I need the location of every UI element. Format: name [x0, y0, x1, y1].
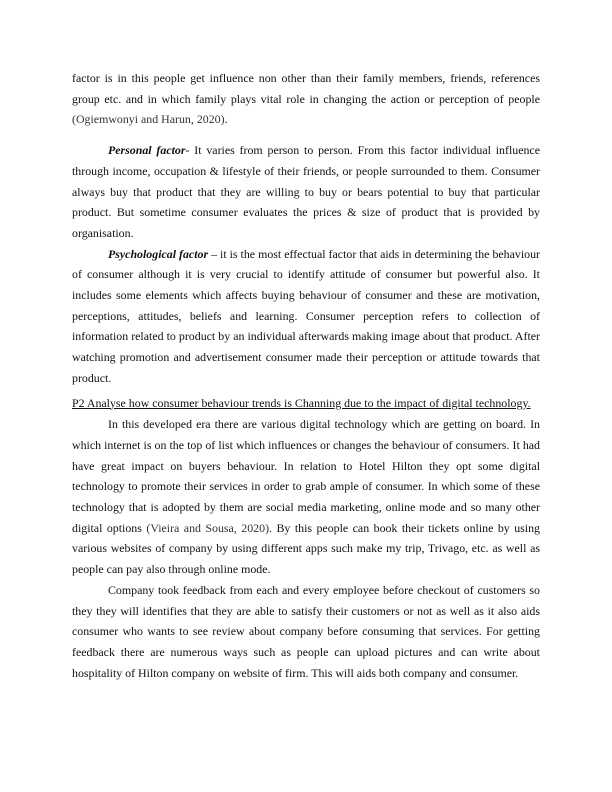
term-psychological-factor: Psychological factor — [108, 246, 209, 261]
paragraph-digital-technology — [72, 414, 540, 580]
paragraph-text: - It varies from person to person. From this factor individual influence through income, occupation & lifestyle of their friends, or people surrounded to them. Consumer always buy that product that they are willing to buy or bears potential to buy that particular product. But sometime consumer evaluates the prices & size of product that is provided by organisation. — [72, 143, 540, 240]
paragraph-text: In this developed era there are various digital technology which are getting on board. In which internet is on the top of list which influences or changes the behaviour of consumers. It had have great impact on buyers behaviour. In relation to Hotel Hilton they opt some digital technology to promote their services in order to grab ample of consumer. In which some of these technology that is adopted by them are social media marketing, online mode and so many other digital options — [72, 417, 540, 535]
paragraph-psychological-factor — [72, 244, 540, 389]
paragraph-text: – it is the most effectual factor that aids in determining the behaviour of consumer although it is very crucial to identify attitude of consumer but powerful also. It includes some elements which affects buying behaviour of consumer and these are motivation, perceptions, attitudes, beliefs and learning. Consumer perception refers to collection of information related to product by an individual afterwards making image about that product. After watching promotion and advertisement consumer made their perception or attitude towards that product. — [72, 246, 541, 385]
citation: (Ogiemwonyi and Harun, 2020) — [72, 112, 225, 127]
paragraph-feedback: Company took feedback from each and every employee before checkout of customers so they they will identifies that they are able to satisfy their customers or not as well as it also aids consumer who wants to see review about company before consuming that services. For getting feedback there are numerous ways such as people can upload pictures and can write about hospitality of Hilton company on website of firm. This will aids both company and consumer. — [72, 582, 540, 680]
section-heading: P2 Analyse how consumer behaviour trends is Channing due to the impact of digital technology. — [72, 395, 531, 410]
paragraph-text: . By this people can book their tickets online by using various websites of company by using different apps such make my trip, Trivago, etc. as well as people can pay also through online mode. — [72, 520, 540, 577]
term-personal-factor: Personal factor — [108, 143, 186, 158]
paragraph-social-factor — [72, 68, 540, 130]
paragraph-text: . — [224, 112, 228, 127]
paragraph-personal-factor — [72, 140, 540, 244]
document-page — [72, 68, 540, 683]
paragraph-text: factor is in this people get influence non other than their family members, friends, references group etc. and in which family plays vital role in changing the action or perception of people — [72, 71, 540, 106]
citation: (Vieira and Sousa, 2020) — [146, 520, 270, 535]
